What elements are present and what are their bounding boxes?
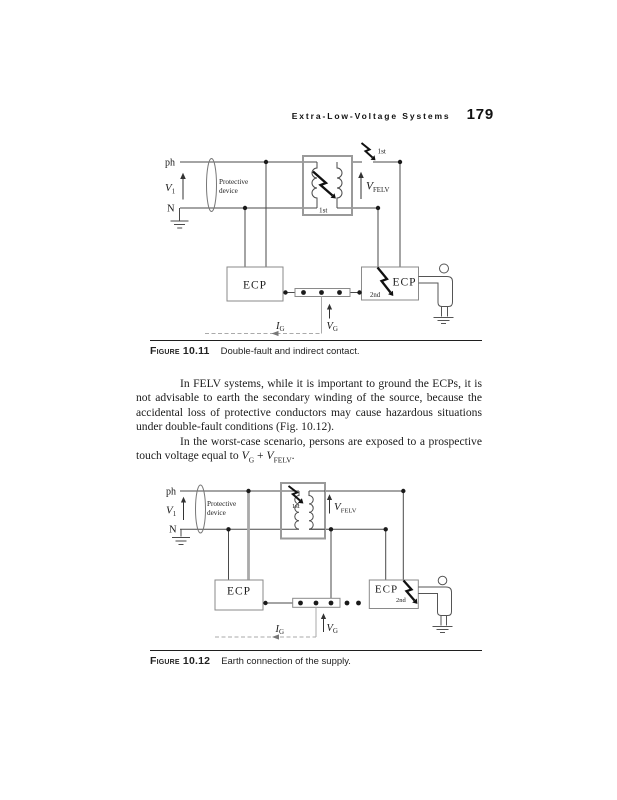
chapter-title: Extra-Low-Voltage Systems [291, 111, 451, 121]
figure-caption [150, 650, 482, 667]
transformer-box [303, 156, 352, 215]
phase-label: ph [166, 486, 176, 498]
paragraph: In FELV systems, while it is important to ground the ECPs, it is not advisable to earth the secondary winding of the source, because the accidental loss of protective conductors may cause hazardous situations under double-fault conditions (Fig. 10.12). [136, 377, 482, 434]
vfelv-arrowhead [358, 172, 364, 178]
figure-10-12-diagram [140, 478, 480, 648]
protective-device-label: Protective [219, 178, 249, 186]
earth-ground-icon [434, 318, 454, 324]
figure-caption [150, 340, 482, 357]
ecp-left-label: ECP [242, 279, 268, 292]
v1-label: $V_1$ [165, 182, 176, 196]
person-body [419, 277, 453, 307]
protective-device-oval [207, 159, 217, 212]
figure-10-11-diagram [140, 138, 480, 340]
protective-device-label: device [219, 187, 238, 195]
formula-subscript: FELV [273, 455, 292, 465]
formula-operator: + [254, 449, 267, 463]
person-head [440, 264, 449, 273]
vg-arrowhead [321, 613, 326, 619]
figure-caption-text: Double-fault and indirect contact. [220, 346, 360, 357]
protective-device-oval [196, 485, 206, 533]
vg-label: VG [326, 623, 338, 635]
ig-label: IG [276, 321, 285, 333]
neutral-label: N [169, 524, 177, 536]
v1-label: $V_1$ [166, 504, 177, 518]
vfelv-label: $V_{FELV}$ [366, 180, 390, 194]
second-fault-label: 2nd [370, 292, 381, 299]
body-text [136, 377, 482, 463]
line-fault-label: 1st [377, 147, 386, 156]
person-head [438, 576, 447, 585]
page-header [140, 106, 494, 124]
protective-device-label: Protective [207, 500, 237, 508]
vfelv-label: $V_{FELV}$ [334, 501, 357, 515]
person-legs [442, 307, 448, 317]
formula-term: V [266, 449, 274, 463]
person-figure [419, 264, 454, 324]
lightning-fault-icon [378, 268, 391, 293]
person-figure [418, 576, 452, 632]
phase-label: ph [165, 157, 175, 169]
figure-caption-label: Figure 10.11 [150, 345, 210, 357]
transformer-fault-label: 1st [292, 503, 300, 510]
secondary-winding-icon [337, 162, 342, 208]
paragraph-text: In the worst-case scenario, persons are exposed to a prospective touch voltage equal to [136, 434, 482, 463]
second-fault-label: 2nd [396, 597, 406, 604]
transformer-fault-label: 1st [319, 206, 328, 215]
ecp-right-label: ECP [374, 583, 399, 596]
figure-caption-text: Earth connection of the supply. [221, 656, 351, 667]
secondary-winding-icon [309, 491, 313, 529]
formula-subscript: G [248, 455, 255, 465]
formula-period: . [291, 449, 295, 463]
v1-arrowhead [180, 173, 186, 179]
page-number: 179 [466, 106, 494, 123]
earth-ground-icon [433, 627, 453, 633]
winding-lead [309, 491, 325, 529]
vg-label: VG [326, 321, 338, 333]
formula-term: V [241, 449, 249, 463]
neutral-label: N [167, 203, 175, 215]
lightning-fault-icon [313, 172, 333, 196]
paragraph [136, 435, 482, 464]
ecp-right-label: ECP [392, 276, 417, 289]
lightning-fault-icon [289, 486, 301, 501]
protective-device-label: device [207, 509, 226, 517]
person-legs [441, 616, 447, 626]
v1-arrowhead [181, 497, 186, 503]
vfelv-arrowhead [327, 494, 332, 500]
lightning-fault-icon [362, 143, 373, 158]
ig-label: IG [275, 624, 285, 636]
primary-winding-icon [312, 162, 317, 208]
ig-arrowhead [272, 634, 279, 639]
ecp-left-label: ECP [226, 585, 252, 598]
person-body [418, 587, 451, 616]
figure-caption-label: Figure 10.12 [150, 655, 211, 667]
vg-arrowhead [327, 304, 332, 310]
